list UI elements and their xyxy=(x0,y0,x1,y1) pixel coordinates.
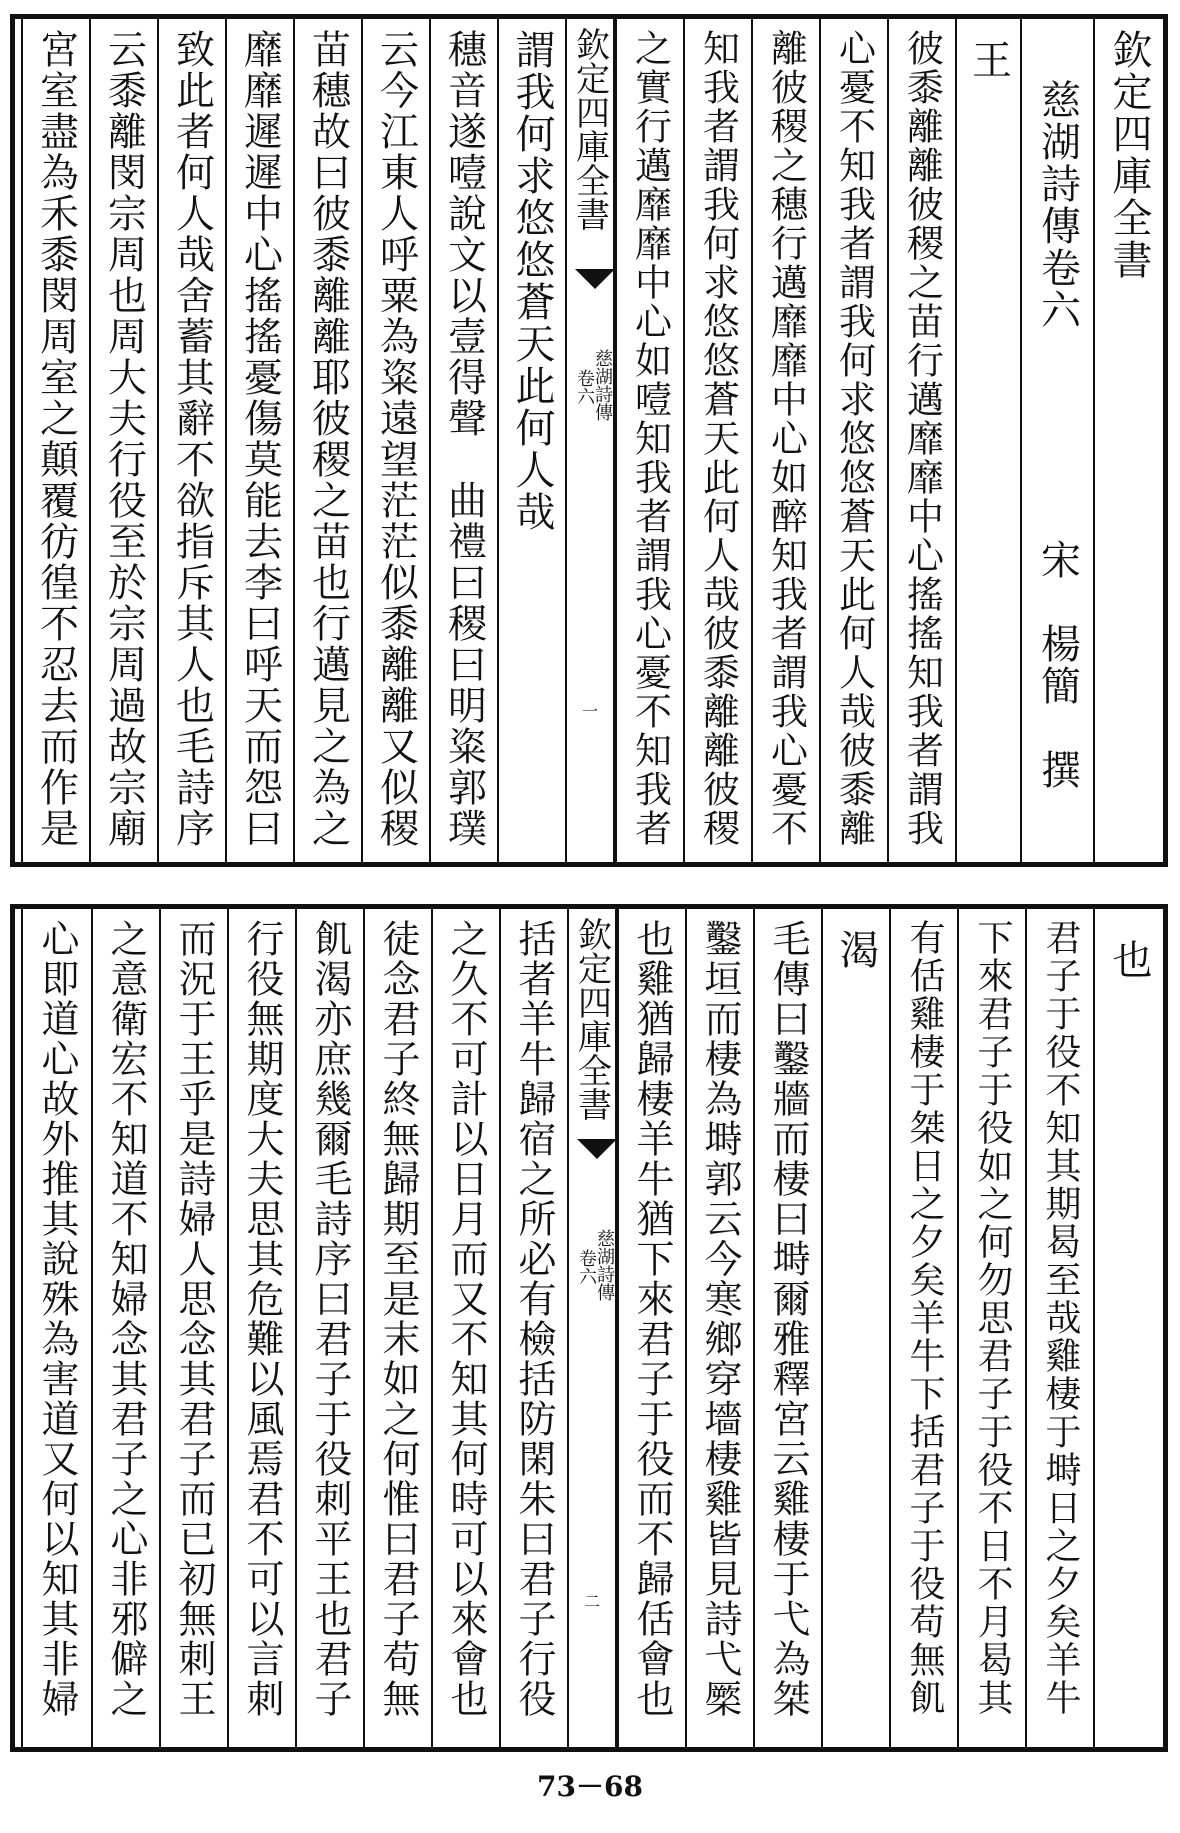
section-label: 渴 xyxy=(833,929,879,971)
text-column: 行役無期度大夫思其危難以風焉君不可以言刺 xyxy=(227,909,295,1747)
text-column: 謂我何求悠悠蒼天此何人哉 xyxy=(497,19,565,862)
title-column xyxy=(1020,19,1093,862)
margin-page-number: 二 xyxy=(583,1592,601,1611)
text-column: 致此者何人哉舍蓄其辭不欲指斥其人也毛詩序 xyxy=(157,19,225,862)
text-column: 飢渴亦庶幾爾毛詩序曰君子于役刺平王也君子 xyxy=(295,909,363,1747)
page-number: 73－68 xyxy=(537,1770,643,1803)
text-column: 毛傳曰鑿牆而棲曰塒爾雅釋宮云雞棲于弋為桀 xyxy=(753,909,821,1747)
section-column xyxy=(821,909,889,1747)
margin-page-number: 一 xyxy=(581,702,599,721)
text-column: 之意衛宏不知道不知婦念其君子之心非邪僻之 xyxy=(91,909,159,1747)
text-column: 也雞猶歸棲羊牛猶下來君子于役而不歸佸會也 xyxy=(617,909,685,1747)
margin-volume: 卷六 xyxy=(576,1249,597,1285)
section-column xyxy=(955,19,1020,862)
text-column: 而況于王乎是詩婦人思念其君子而已初無刺王 xyxy=(159,909,227,1747)
text-column: 徒念君子終無歸期至是末如之何惟曰君子苟無 xyxy=(363,909,431,1747)
text-column: 之實行邁靡靡中心如噎知我者謂我心憂不知我者 xyxy=(615,19,683,862)
text-column: 有佸雞棲于桀日之夕矣羊牛下括君子于役苟無飢 xyxy=(889,909,957,1747)
text-column: 知我者謂我何求悠悠蒼天此何人哉彼黍離離彼稷 xyxy=(683,19,751,862)
text-column: 下來君子于役如之何勿思君子于役不日不月曷其 xyxy=(957,909,1025,1747)
text-column: 心憂不知我者謂我何求悠悠蒼天此何人哉彼黍離 xyxy=(819,19,887,862)
fold-margin xyxy=(567,909,617,1747)
text-column: 心即道心故外推其說殊為害道又何以知其非婦 xyxy=(21,909,91,1747)
fold-margin xyxy=(565,19,615,862)
text-column: 括者羊牛歸宿之所必有檢括防閑朱曰君子行役 xyxy=(499,909,567,1747)
header-column xyxy=(1093,19,1163,862)
text-column: 之久不可計以日月而又不知其何時可以來會也 xyxy=(431,909,499,1747)
text-column: 君子于役不知其期曷至哉雞棲于塒日之夕矣羊牛 xyxy=(1025,909,1093,1747)
text-column: 靡靡遲遲中心搖搖憂傷莫能去李曰呼天而怨曰 xyxy=(225,19,293,862)
text-column: 離彼稷之穗行邁靡靡中心如醉知我者謂我心憂不 xyxy=(751,19,819,862)
text-column: 穗音遂噎說文以壹得聲 曲禮曰稷曰明粢郭璞 xyxy=(429,19,497,862)
bottom-page-frame xyxy=(10,904,1168,1752)
margin-title: 欽定四庫全書 xyxy=(569,27,610,231)
book-title: 慈湖詩傳卷六 xyxy=(1034,79,1081,331)
margin-title: 欽定四庫全書 xyxy=(571,917,612,1121)
fishtail-mark xyxy=(575,269,605,309)
top-page-frame xyxy=(10,14,1168,867)
margin-sub-title: 慈湖詩傳 xyxy=(594,1229,615,1301)
text-column: 云今江東人呼粟為粢遠望茫茫似黍離離又似稷 xyxy=(361,19,429,862)
text-column: 彼黍離離彼稷之苗行邁靡靡中心搖搖知我者謂我 xyxy=(887,19,955,862)
margin-volume: 卷六 xyxy=(574,369,595,405)
page-header: 欽定四庫全書 xyxy=(1106,29,1152,281)
author: 宋 楊簡 撰 xyxy=(1034,539,1081,791)
text-column: 鑿垣而棲為塒郭云今寒鄉穿墻棲雞皆見詩弋橜 xyxy=(685,909,753,1747)
text-column: 也 xyxy=(1093,909,1163,1747)
margin-sub-title: 慈湖詩傳 xyxy=(592,349,613,421)
text-column: 苗穗故曰彼黍離離耶彼稷之苗也行邁見之為之 xyxy=(293,19,361,862)
text-column: 云黍離閔宗周也周大夫行役至於宗周過故宗廟 xyxy=(89,19,157,862)
section-label: 王 xyxy=(965,39,1012,81)
fishtail-mark xyxy=(577,1139,607,1179)
text-column: 宮室盡為禾黍閔周室之顛覆彷徨不忍去而作是 xyxy=(21,19,89,862)
